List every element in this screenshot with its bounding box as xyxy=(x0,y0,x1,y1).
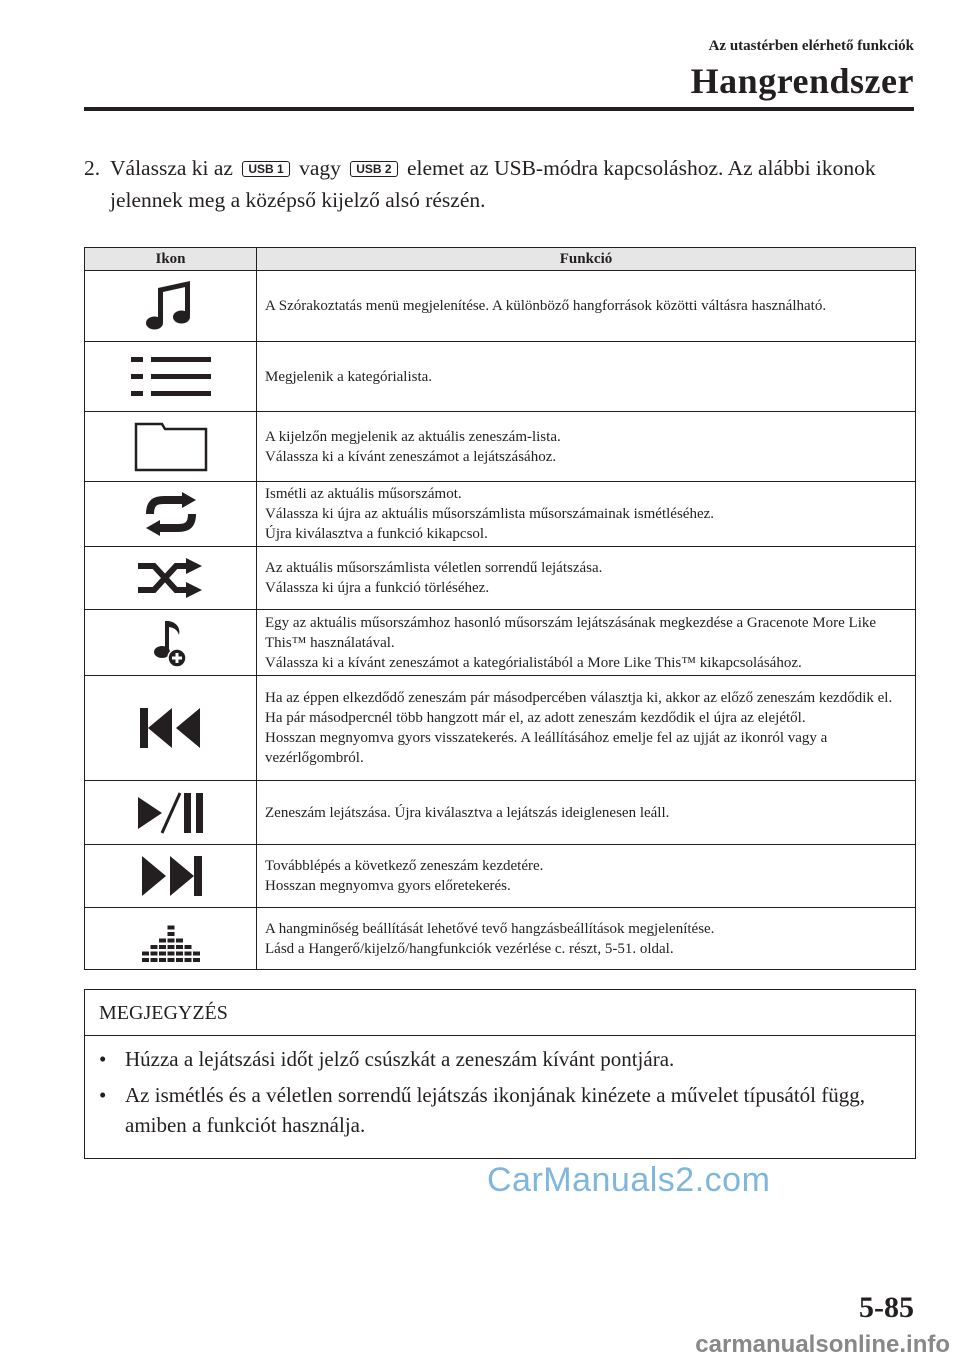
function-description-line: Továbblépés a következő zeneszám kezdetére. xyxy=(265,858,544,874)
function-description-line: Hosszan megnyomva gyors előretekerés. xyxy=(265,878,511,894)
function-description-line: Megjelenik a kategórialista. xyxy=(265,368,433,385)
note-title: MEGJEGYZÉS xyxy=(85,990,915,1036)
icon-function-table xyxy=(84,247,916,970)
note-item-text: Az ismétlés és a véletlen sorrendű lejátszás ikonjának kinézete a művelet típusától függ, amiben a funkciót használja. xyxy=(125,1083,866,1137)
step-text-1: Válassza ki az xyxy=(110,156,233,180)
music-note-icon xyxy=(141,278,201,334)
column-header-icon: Ikon xyxy=(85,248,257,271)
previous-track-icon xyxy=(138,706,204,750)
play-pause-icon xyxy=(136,791,206,835)
folder-icon xyxy=(134,422,208,472)
table-row xyxy=(85,676,916,781)
equalizer-icon xyxy=(141,914,201,964)
table-row xyxy=(85,781,916,845)
function-description-line: Hosszan megnyomva gyors visszatekerés. A leállításához emelje fel az ujját az ikonról vagy a vezérlőgombról. xyxy=(265,730,828,766)
page-title: Hangrendszer xyxy=(690,61,914,101)
bullet-icon: • xyxy=(99,1083,107,1107)
function-description-line: Ismétli az aktuális műsorszámot. xyxy=(265,486,462,502)
table-row xyxy=(85,845,916,908)
function-description-line: Válassza ki újra az aktuális műsorszámlista műsorszámainak ismétléséhez. xyxy=(265,506,715,522)
header-divider xyxy=(84,107,914,111)
function-description-line: A hangminőség beállítását lehetővé tevő hangzásbeállítások megjelenítése. xyxy=(265,920,715,937)
note-item-text: Húzza a lejátszási időt jelző csúszkát a zeneszám kívánt pontjára. xyxy=(125,1047,675,1071)
function-description-line: Válassza ki a kívánt zeneszámot a lejátszásához. xyxy=(265,448,557,465)
section-subtitle: Az utastérben elérhető funkciók xyxy=(708,38,914,54)
function-description-line: A Szórakoztatás menü megjelenítése. A különböző hangforrások közötti váltásra használható. xyxy=(265,298,827,314)
table-row xyxy=(85,610,916,676)
usb2-button-tag: USB 2 xyxy=(350,161,397,177)
next-track-icon xyxy=(138,854,204,898)
table-row xyxy=(85,547,916,610)
table-row xyxy=(85,271,916,342)
note-box xyxy=(84,989,916,1159)
column-header-function: Funkció xyxy=(257,248,916,271)
function-description-line: Egy az aktuális műsorszámhoz hasonló műsorszám lejátszásának megkezdése a Gracenote More Like This™ használatával. xyxy=(265,614,877,651)
function-description-line: Ha az éppen elkezdődő zeneszám pár másodpercében választja ki, akkor az előző zeneszám kezdődik el. xyxy=(265,690,893,706)
more-like-this-icon xyxy=(153,617,189,669)
bullet-icon: • xyxy=(99,1047,107,1071)
table-row xyxy=(85,412,916,482)
table-header-row xyxy=(85,248,916,271)
watermark-logo: CarManuals2.com xyxy=(487,1161,771,1199)
step-number: 2. xyxy=(84,156,101,180)
footer-url: carmanualsonline.info xyxy=(695,1331,950,1358)
function-description-line: Az aktuális műsorszámlista véletlen sorrendű lejátszása. xyxy=(265,560,603,576)
function-description-line: Zeneszám lejátszása. Újra kiválasztva a lejátszás ideiglenesen leáll. xyxy=(265,804,670,821)
usb1-button-tag: USB 1 xyxy=(242,161,289,177)
category-list-icon xyxy=(131,354,211,400)
function-description-line: Ha pár másodpercnél több hangzott már el, az adott zeneszám kezdődik el újra az elejétől. xyxy=(265,710,806,726)
repeat-icon xyxy=(138,492,204,536)
table-row xyxy=(85,482,916,547)
note-list xyxy=(85,1036,915,1158)
function-description-line: Újra kiválasztva a funkció kikapcsol. xyxy=(265,526,488,542)
step-text-2: vagy xyxy=(299,156,341,180)
step-paragraph xyxy=(84,152,914,216)
function-description-line: A kijelzőn megjelenik az aktuális zeneszám-lista. xyxy=(265,428,561,445)
step-text-3: elemet az USB-módra kapcsoláshoz. Az alábbi ikonok jelennek meg a középső kijelző alsó részén. xyxy=(110,156,876,212)
function-description-line: Válassza ki a kívánt zeneszámot a kategórialistából a More Like This™ kikapcsolásához. xyxy=(265,654,802,671)
table-row xyxy=(85,342,916,412)
shuffle-icon xyxy=(136,556,206,600)
list-item xyxy=(99,1080,901,1140)
function-description-line: Lásd a Hangerő/kijelző/hangfunkciók vezérlése c. részt, 5-51. oldal. xyxy=(265,940,674,957)
function-description-line: Válassza ki újra a funkció törléséhez. xyxy=(265,580,490,596)
page-number: 5-85 xyxy=(859,1291,914,1324)
list-item xyxy=(99,1044,901,1074)
table-row xyxy=(85,908,916,970)
